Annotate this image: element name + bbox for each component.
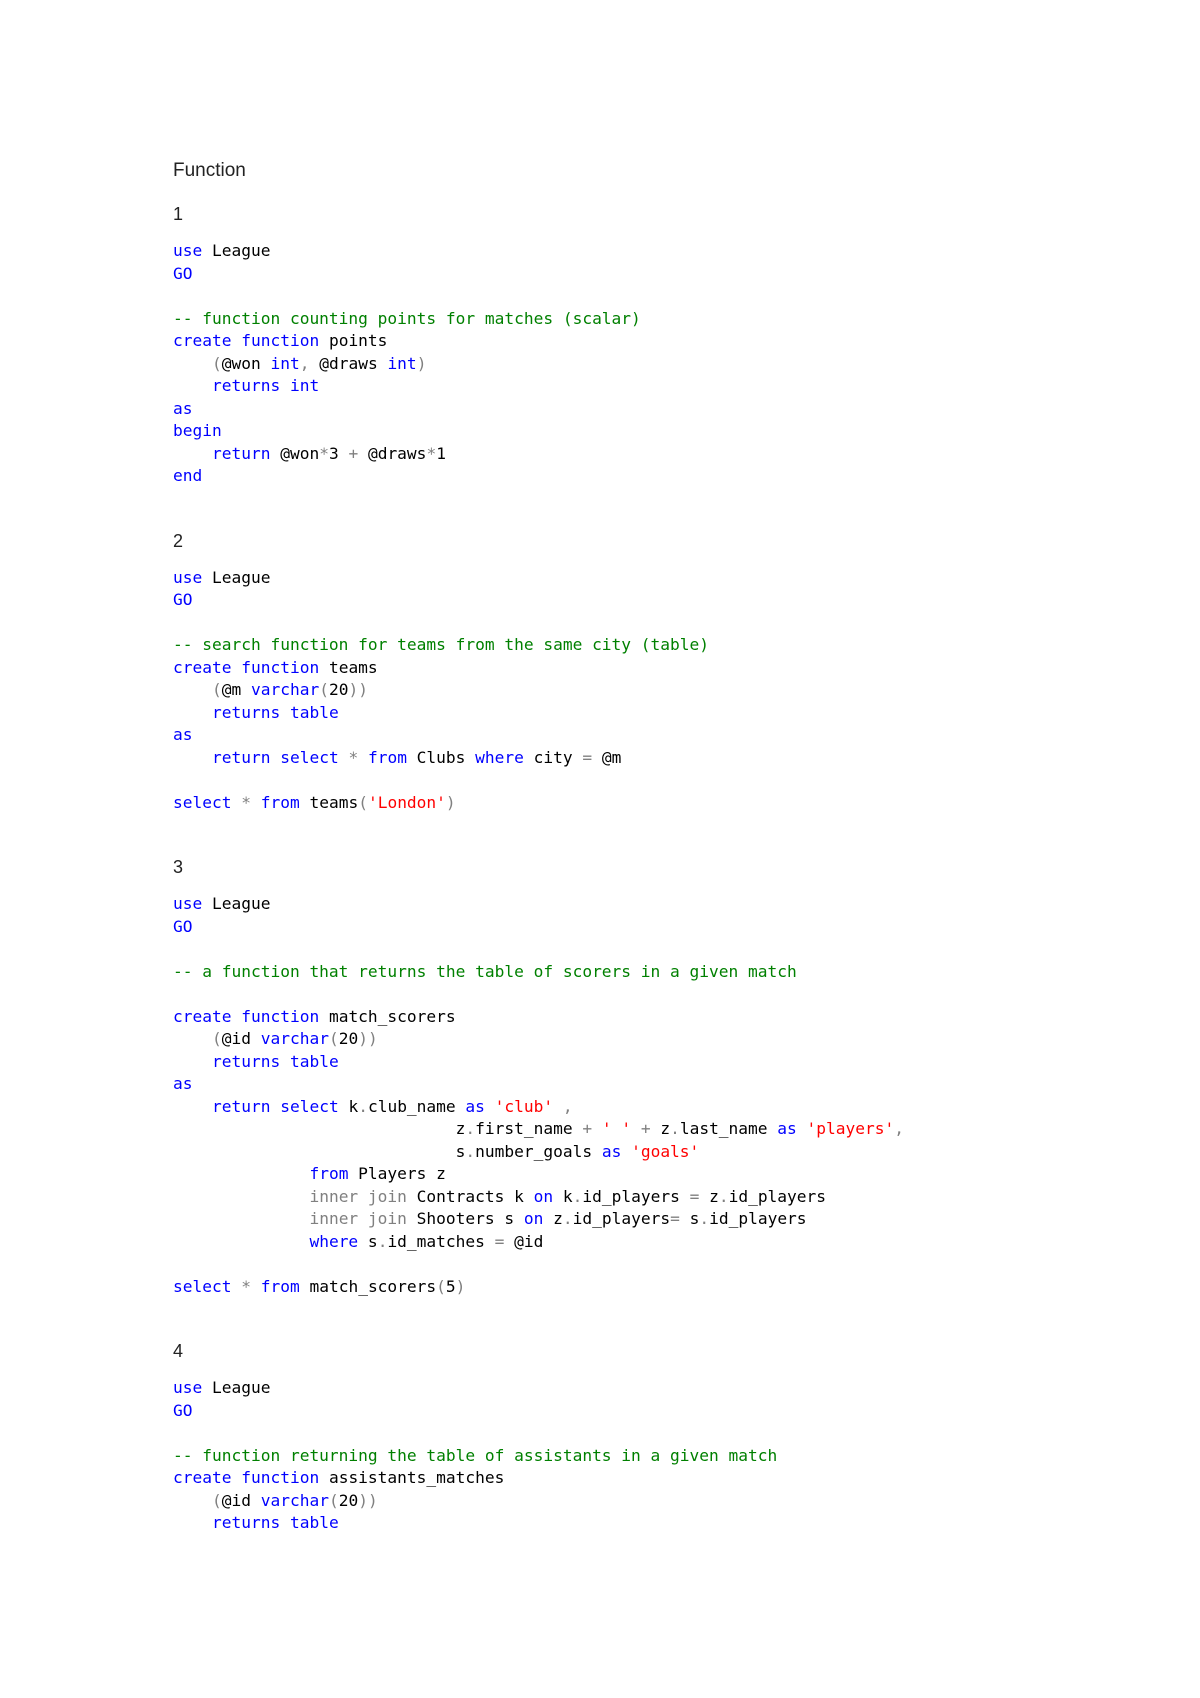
code-keyword: returns (211, 702, 281, 722)
section-3 (173, 856, 1133, 1298)
code-line (173, 962, 797, 981)
code-text: z (650, 1119, 671, 1138)
code-line (173, 590, 193, 609)
code-text (592, 1119, 602, 1138)
code-operator: ( (211, 1029, 222, 1048)
code-text: k (338, 1096, 359, 1116)
code-text: @won (221, 353, 271, 373)
code-keyword: varchar (250, 680, 320, 699)
code-operator: = (670, 1209, 680, 1228)
code-operator: . (465, 1119, 476, 1138)
document-page (173, 160, 1133, 1535)
code-keyword: table (289, 1513, 339, 1532)
code-operator: * (241, 792, 251, 812)
code-text (280, 703, 290, 722)
code-text: League (202, 1378, 271, 1397)
code-keyword: where (475, 747, 524, 767)
code-keyword: GO (173, 916, 193, 936)
code-block (173, 240, 1133, 488)
code-text: Contracts k (406, 1186, 534, 1206)
code-keyword: select (173, 1276, 232, 1296)
code-string: 'goals' (631, 1141, 700, 1161)
code-line (173, 1209, 807, 1228)
code-text: 3 (328, 443, 349, 463)
code-text (173, 1097, 212, 1116)
code-text: id_players (572, 1209, 671, 1228)
code-text (231, 1007, 241, 1026)
code-text: 20 (338, 1029, 359, 1048)
code-operator: . (718, 1186, 729, 1206)
code-text (173, 703, 212, 722)
code-keyword: table (289, 1051, 339, 1071)
code-operator: ( (211, 680, 222, 699)
code-operator: inner join (309, 1209, 407, 1228)
code-keyword: end (173, 466, 203, 485)
code-text (270, 748, 280, 767)
code-keyword: varchar (260, 1029, 329, 1048)
code-keyword: return (211, 443, 271, 463)
code-keyword: returns (211, 376, 281, 395)
code-operator: , (299, 353, 310, 373)
code-text: Shooters s (406, 1209, 524, 1228)
code-line (173, 680, 368, 699)
code-block (173, 567, 1133, 815)
code-keyword: returns (211, 1051, 281, 1071)
code-line (173, 1029, 378, 1048)
section-number: 2 (173, 530, 184, 551)
code-keyword: as (601, 1141, 622, 1161)
code-text: first_name (475, 1119, 583, 1138)
code-keyword: select (280, 1096, 339, 1116)
code-text: z (173, 1119, 466, 1138)
code-text: @id (221, 1029, 261, 1048)
code-operator: )) (358, 1490, 378, 1510)
code-line (173, 1513, 339, 1532)
code-line (173, 1277, 465, 1296)
code-operator: ( (211, 353, 222, 373)
code-text: city (523, 747, 583, 767)
code-keyword: from (260, 792, 300, 812)
code-keyword: returns (211, 1513, 281, 1532)
code-string: 'London' (367, 792, 446, 812)
code-keyword: int (270, 353, 300, 373)
code-keyword: use (173, 894, 203, 913)
code-keyword: from (367, 747, 407, 767)
code-text (251, 793, 261, 812)
code-text: club_name (367, 1096, 466, 1116)
code-operator: . (358, 1096, 368, 1116)
code-operator: ) (416, 353, 427, 373)
code-text (173, 1209, 309, 1228)
code-text (173, 1232, 309, 1251)
code-text (231, 793, 241, 812)
code-text (173, 1029, 212, 1048)
code-line (173, 748, 621, 767)
section-number: 3 (173, 857, 184, 877)
code-keyword: return (211, 1096, 271, 1116)
code-string: 'players' (806, 1119, 895, 1138)
code-text (231, 331, 241, 350)
code-block (173, 1377, 1133, 1535)
code-comment: -- function returning the table of assistants in a given match (173, 1445, 778, 1465)
code-line (173, 1378, 270, 1397)
code-operator: )) (348, 680, 368, 699)
code-text: points (319, 331, 388, 350)
code-text: assistants_matches (319, 1468, 505, 1487)
code-keyword: as (173, 398, 193, 418)
code-text (173, 1164, 309, 1183)
code-text (231, 658, 241, 677)
code-keyword: create (173, 1006, 232, 1026)
code-operator: = (582, 747, 593, 767)
code-operator: ) (445, 792, 456, 812)
code-line (173, 241, 270, 260)
code-line (173, 725, 193, 744)
code-line (173, 1007, 456, 1026)
code-line (173, 1187, 826, 1206)
code-text: id_matches (387, 1231, 495, 1251)
code-operator: ( (358, 792, 368, 812)
code-keyword: create (173, 657, 232, 677)
code-operator: , (562, 1096, 573, 1116)
code-keyword: select (280, 747, 339, 767)
code-keyword: return (211, 747, 271, 767)
code-keyword: int (289, 376, 320, 395)
code-text (231, 1277, 241, 1296)
code-text (173, 354, 212, 373)
code-line (173, 1097, 573, 1116)
code-text (358, 748, 368, 767)
code-operator: * (241, 1276, 251, 1296)
code-keyword: as (173, 725, 193, 744)
code-operator: = (494, 1231, 505, 1251)
code-text: number_goals (475, 1141, 602, 1161)
code-keyword: use (173, 1378, 203, 1397)
code-text (173, 376, 212, 395)
code-text: League (202, 241, 271, 260)
code-operator: inner join (309, 1186, 407, 1206)
code-text (173, 1187, 309, 1206)
code-keyword: function (241, 1468, 320, 1487)
code-keyword: GO (173, 590, 193, 609)
code-text (280, 376, 290, 395)
code-keyword: select (173, 792, 232, 812)
code-keyword: from (309, 1164, 349, 1183)
code-text (797, 1119, 807, 1138)
code-operator: * (426, 443, 437, 463)
code-text: 20 (328, 680, 349, 699)
code-text (631, 1119, 641, 1138)
code-line (173, 658, 378, 677)
code-text: z (543, 1209, 563, 1228)
code-text: @draws (309, 353, 388, 373)
code-line (173, 1119, 904, 1138)
code-text: match_scorers (299, 1276, 437, 1296)
code-operator: , (894, 1119, 905, 1138)
code-text: s (173, 1141, 466, 1161)
code-keyword: GO (173, 263, 193, 283)
code-text (553, 1097, 563, 1116)
code-line (173, 1491, 378, 1510)
code-keyword: use (173, 567, 203, 587)
code-keyword: on (523, 1209, 544, 1228)
code-keyword: int (387, 353, 417, 373)
code-text: @m (221, 680, 251, 699)
code-text (173, 1052, 212, 1071)
code-text: z (699, 1186, 719, 1206)
code-operator: + (582, 1119, 593, 1138)
code-text: 20 (338, 1490, 359, 1510)
code-text: s (358, 1231, 378, 1251)
code-line (173, 354, 426, 373)
code-text: @won (270, 443, 320, 463)
code-keyword: as (777, 1119, 797, 1138)
code-keyword: function (241, 331, 320, 350)
code-keyword: where (309, 1231, 359, 1251)
code-text: @id (221, 1490, 261, 1510)
code-keyword: function (241, 657, 320, 677)
code-keyword: begin (173, 421, 222, 440)
code-keyword: use (173, 241, 203, 260)
code-operator: )) (358, 1029, 378, 1048)
code-line (173, 1232, 543, 1251)
code-text: id_players (728, 1186, 827, 1206)
code-line (173, 1142, 699, 1161)
code-operator: * (348, 747, 359, 767)
code-keyword: function (241, 1006, 320, 1026)
section-4 (173, 1340, 1133, 1535)
code-line (173, 917, 193, 936)
code-string: ' ' (601, 1119, 632, 1138)
code-keyword: from (260, 1276, 300, 1296)
code-text: id_players (709, 1209, 807, 1228)
code-text: k (553, 1186, 573, 1206)
code-line (173, 444, 446, 463)
code-operator: . (670, 1119, 680, 1138)
code-operator: . (572, 1186, 583, 1206)
code-line (173, 703, 339, 722)
code-line (173, 421, 222, 440)
code-text (485, 1097, 495, 1116)
code-operator: ( (436, 1276, 446, 1296)
code-text (173, 748, 212, 767)
code-keyword: create (173, 1468, 232, 1487)
code-block (173, 893, 1133, 1298)
code-keyword: as (173, 1074, 193, 1093)
code-text (231, 1468, 241, 1487)
code-text: match_scorers (319, 1006, 456, 1026)
code-string: 'club' (494, 1096, 554, 1116)
document-title: Function (173, 160, 246, 181)
code-line (173, 376, 319, 395)
code-line (173, 399, 193, 418)
code-operator: . (699, 1209, 710, 1228)
code-text: teams (319, 657, 378, 677)
code-comment: -- search function for teams from the same city (table) (173, 635, 710, 654)
code-text: s (679, 1209, 700, 1228)
code-keyword: table (289, 702, 339, 722)
code-operator: + (348, 443, 359, 463)
code-keyword: varchar (260, 1490, 329, 1510)
code-line (173, 309, 641, 328)
code-line (173, 1468, 504, 1487)
code-line (173, 1052, 339, 1071)
code-text (173, 444, 212, 463)
code-text: League (202, 894, 271, 913)
code-text: Clubs (406, 747, 476, 767)
code-text: @id (504, 1231, 544, 1251)
code-line (173, 264, 193, 283)
code-text: last_name (679, 1119, 778, 1138)
code-comment: -- function counting points for matches (scalar) (173, 308, 641, 328)
code-operator: ( (319, 680, 329, 699)
code-line (173, 568, 270, 587)
code-operator: * (319, 443, 329, 463)
code-text (339, 748, 349, 767)
code-text: @m (592, 747, 622, 767)
code-text (280, 1052, 290, 1071)
code-text (173, 680, 212, 699)
code-line (173, 635, 709, 654)
code-keyword: on (533, 1186, 554, 1206)
code-keyword: GO (173, 1400, 193, 1420)
code-line (173, 894, 270, 913)
code-line (173, 331, 387, 350)
code-text: @draws (358, 443, 427, 463)
code-operator: ) (455, 1276, 466, 1296)
code-text (621, 1142, 631, 1161)
code-text (280, 1513, 290, 1532)
code-comment: -- a function that returns the table of scorers in a given match (173, 961, 797, 981)
code-text: 5 (445, 1276, 456, 1296)
code-operator: ( (328, 1029, 339, 1048)
code-operator: = (689, 1186, 700, 1206)
code-keyword: create (173, 331, 232, 350)
code-text (173, 1513, 212, 1532)
code-operator: . (465, 1141, 476, 1161)
section-2 (173, 530, 1133, 815)
code-text: Players z (348, 1164, 446, 1183)
code-operator: ( (211, 1490, 222, 1510)
code-line (173, 1401, 193, 1420)
code-line (173, 793, 456, 812)
code-operator: ( (328, 1490, 339, 1510)
code-operator: . (562, 1209, 573, 1228)
code-line (173, 1446, 777, 1465)
code-text (173, 1491, 212, 1510)
code-line (173, 1074, 193, 1093)
section-number: 1 (173, 204, 184, 224)
code-text: id_players (582, 1186, 690, 1206)
code-text (270, 1097, 280, 1116)
code-text (251, 1277, 261, 1296)
code-operator: + (640, 1119, 651, 1138)
section-1 (173, 203, 1133, 488)
code-keyword: as (465, 1096, 485, 1116)
code-operator: . (377, 1231, 388, 1251)
code-line (173, 466, 202, 485)
section-number: 4 (173, 1341, 184, 1361)
code-text: teams (299, 792, 359, 812)
code-line (173, 1164, 446, 1183)
code-text: League (202, 567, 271, 587)
code-text: 1 (436, 443, 446, 463)
